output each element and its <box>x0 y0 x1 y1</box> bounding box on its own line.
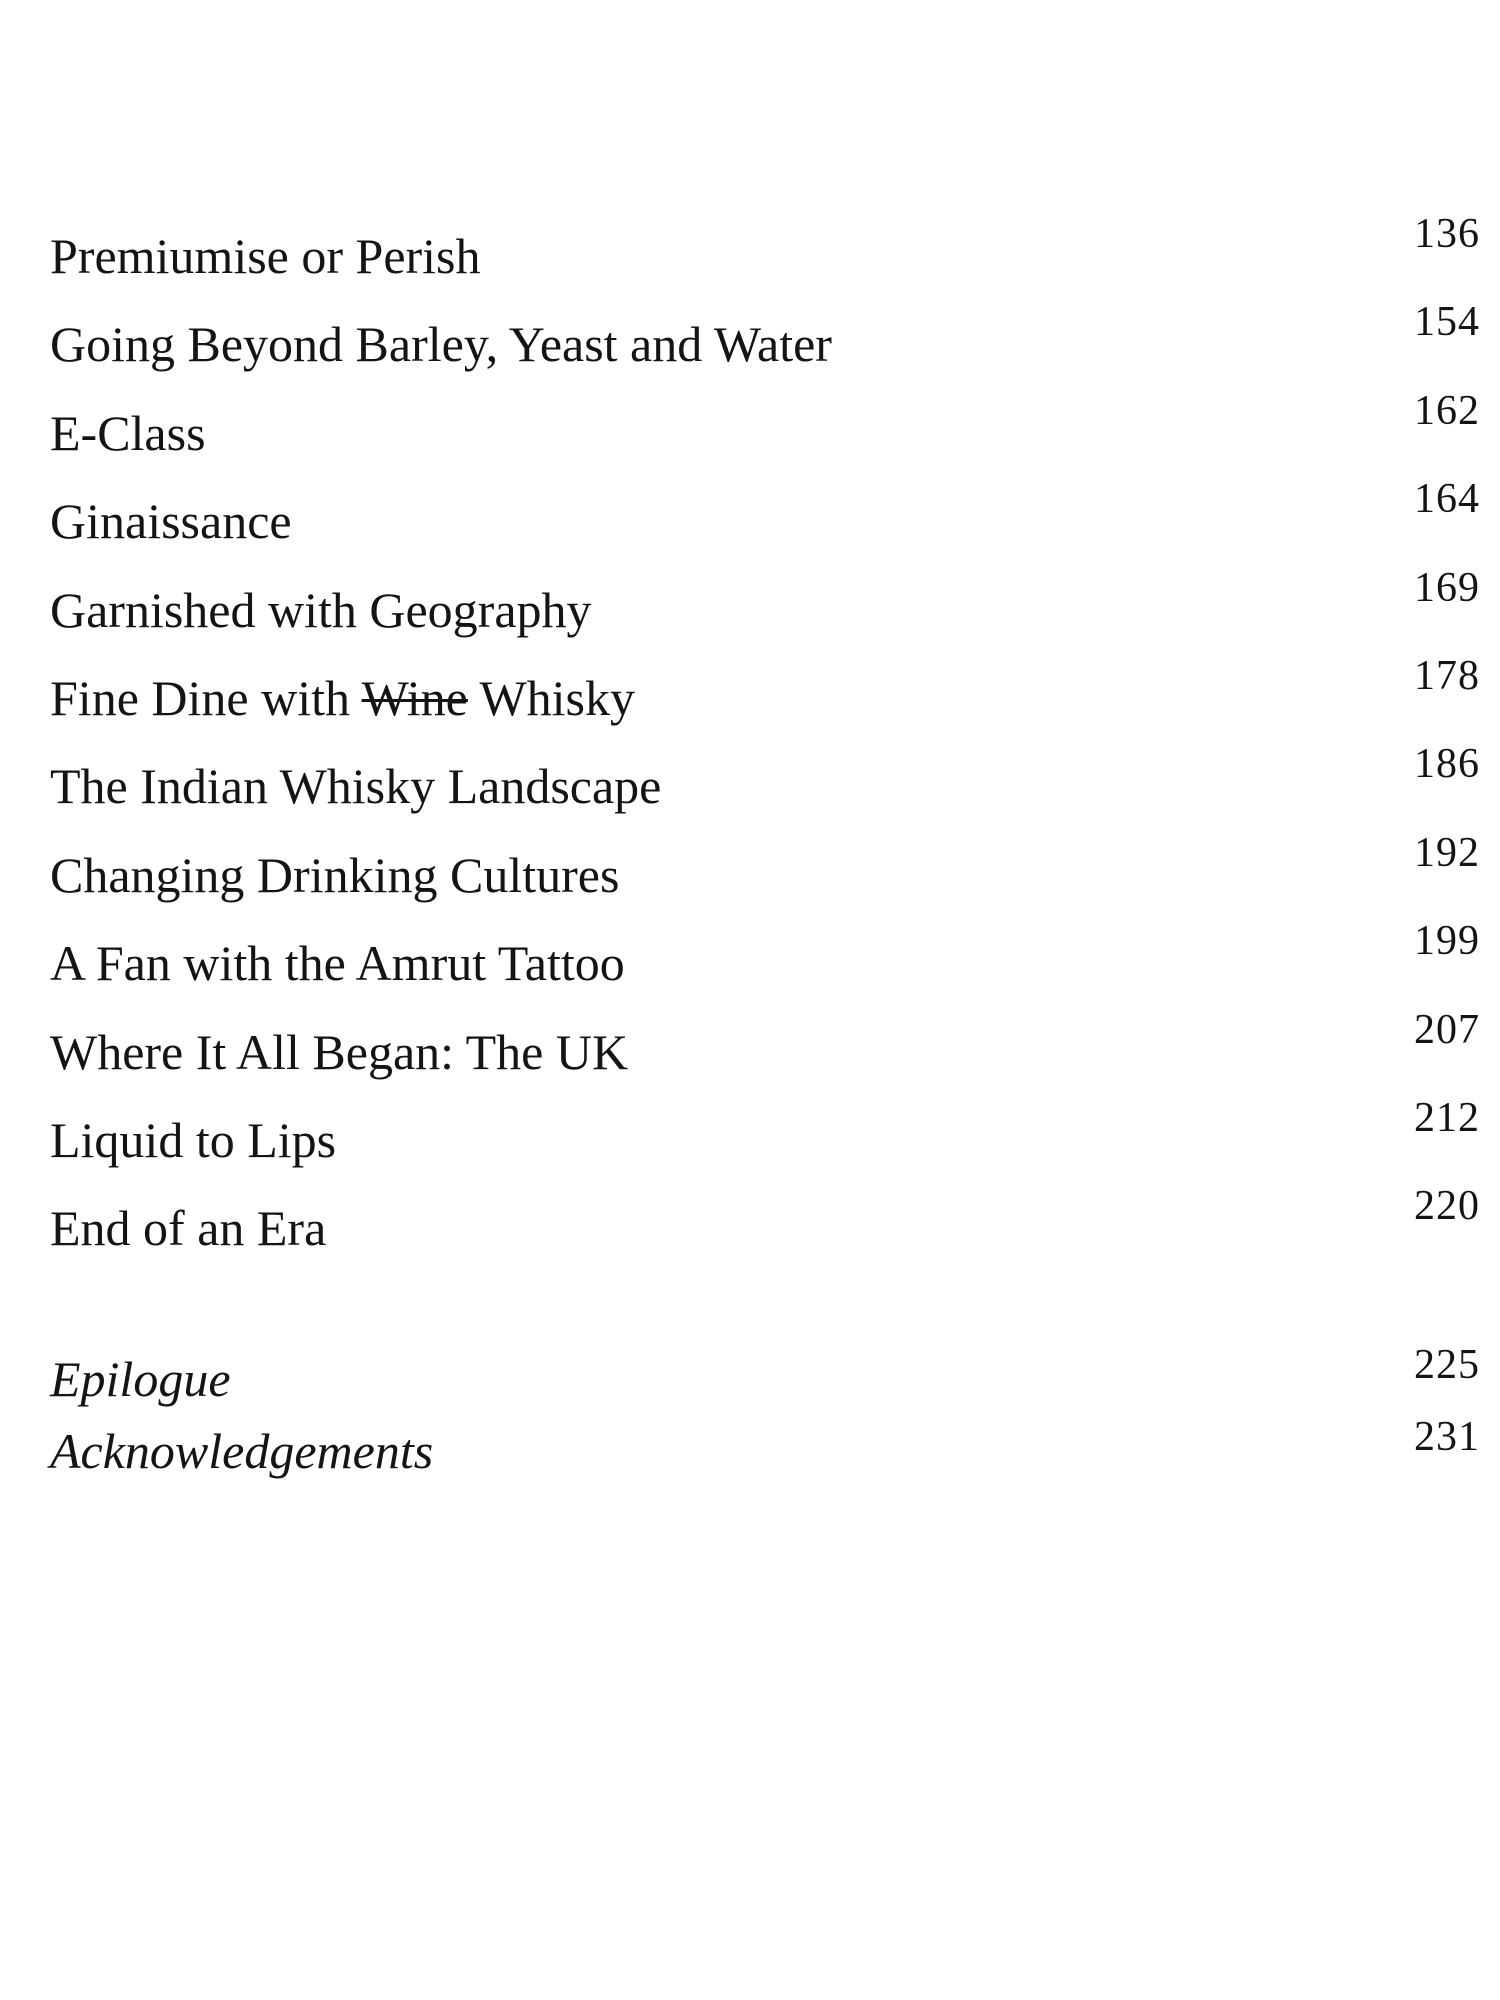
toc-entry-title-start: Fine Dine with <box>50 669 362 726</box>
back-matter-page-number: 225 <box>1414 1341 1480 1388</box>
toc-entry-title: Premiumise or Perish <box>50 228 481 284</box>
toc-entry <box>50 389 1480 477</box>
toc-entry-page-number: 212 <box>1414 1094 1480 1141</box>
toc-entry-title: Where It All Began: The UK <box>50 1023 629 1080</box>
back-matter-title: Epilogue <box>50 1350 231 1407</box>
struck-through-word: Wine <box>361 669 468 726</box>
toc-entry-title: Ginaissance <box>50 493 292 550</box>
back-matter-entry <box>50 1415 1480 1487</box>
back-matter-entry <box>50 1343 1480 1415</box>
toc-entry-page-number: 199 <box>1414 918 1480 965</box>
toc-entry-title: Going Beyond Barley, Yeast and Water <box>50 316 832 373</box>
toc-entry-title: The Indian Whisky Landscape <box>50 758 662 815</box>
toc-entry-page-number: 164 <box>1414 476 1480 523</box>
toc-entry <box>50 1096 1480 1184</box>
back-matter-page-number: 231 <box>1414 1413 1480 1460</box>
toc-entry <box>50 566 1480 654</box>
toc-entry-title: Liquid to Lips <box>50 1111 337 1168</box>
back-matter-title: Acknowledgements <box>50 1422 434 1479</box>
toc-entry-title: A Fan with the Amrut Tattoo <box>50 935 625 992</box>
toc-entry-title-end: Whisky <box>467 669 635 726</box>
toc-entry-title: E-Class <box>50 404 206 461</box>
toc-entry <box>50 300 1480 388</box>
toc-entry-page-number: 192 <box>1414 829 1480 876</box>
toc-entry <box>50 742 1480 830</box>
toc-entry-page-number: 162 <box>1414 387 1480 434</box>
section-gap <box>50 1273 1480 1343</box>
toc-entry <box>50 654 1480 742</box>
toc-entry-page-number: 136 <box>1414 211 1480 257</box>
toc-entry <box>50 1184 1480 1272</box>
toc-entry-page-number: 169 <box>1414 564 1480 611</box>
toc-entry-title: Changing Drinking Cultures <box>50 846 620 903</box>
toc-entry-page-number: 178 <box>1414 652 1480 699</box>
toc-entry-page-number: 220 <box>1414 1183 1480 1230</box>
table-of-contents <box>50 212 1480 1487</box>
toc-entry <box>50 1008 1480 1096</box>
toc-entry <box>50 919 1480 1007</box>
toc-entry-title: Garnished with Geography <box>50 581 592 638</box>
toc-entry-page-number: 186 <box>1414 741 1480 788</box>
toc-entry-title <box>50 654 635 742</box>
toc-entry-page-number: 154 <box>1414 299 1480 346</box>
toc-entry-title: End of an Era <box>50 1200 327 1257</box>
toc-entry-page-number: 207 <box>1414 1006 1480 1053</box>
toc-entry <box>50 212 1480 300</box>
toc-entry <box>50 831 1480 919</box>
toc-entry <box>50 477 1480 565</box>
